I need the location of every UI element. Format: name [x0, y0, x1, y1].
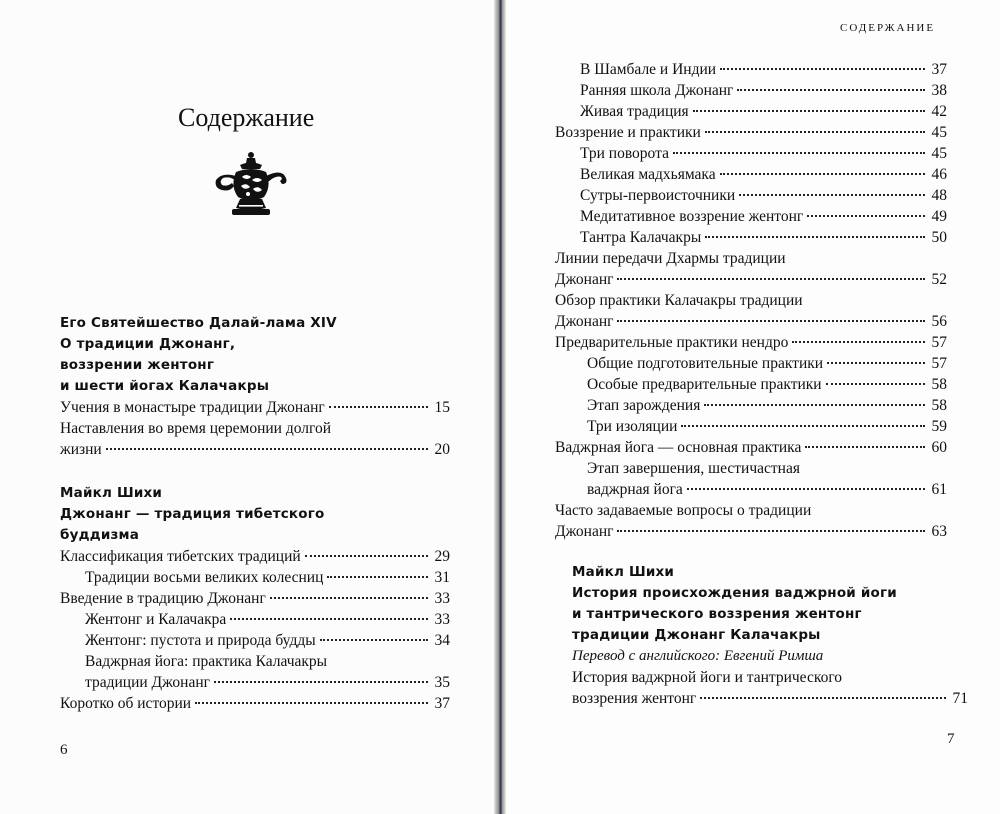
toc-entry-title: Жентонг: пустота и природа будды	[85, 632, 316, 649]
toc-entry[interactable]	[60, 630, 450, 651]
toc-entry[interactable]	[555, 395, 947, 416]
toc-entry-title: Введение в традицию Джонанг	[60, 590, 266, 607]
dot-leader	[827, 362, 925, 364]
toc-entry-page: 56	[931, 313, 947, 330]
toc-entry-title: Сутры-первоисточники	[580, 187, 736, 204]
toc-entry-title: Жентонг и Калачакра	[85, 611, 227, 628]
toc-entry[interactable]	[555, 185, 947, 206]
dot-leader	[704, 404, 925, 406]
toc-entry-page: 58	[931, 376, 947, 393]
toc-entry-title: Живая традиция	[580, 103, 689, 120]
dot-leader	[826, 383, 925, 385]
dot-leader	[673, 152, 925, 154]
book-gutter	[494, 0, 506, 814]
toc-entry-page: 57	[931, 334, 947, 351]
section-heading-line: воззрении жентонг	[60, 357, 215, 373]
toc-entry-page: 52	[931, 271, 947, 288]
toc-entry[interactable]	[555, 500, 947, 542]
toc-entry-page: 33	[434, 611, 450, 628]
dot-leader	[106, 448, 428, 450]
dot-leader	[305, 555, 428, 557]
translator-credit: Перевод с английского: Евгений Римша	[572, 648, 824, 664]
toc-entry[interactable]	[60, 397, 450, 418]
toc-entry[interactable]	[60, 546, 450, 567]
dot-leader	[681, 425, 925, 427]
dot-leader	[737, 89, 925, 91]
toc-entry-title: Традиции восьми великих колесниц	[85, 569, 324, 586]
running-header: СОДЕРЖАНИЕ	[840, 22, 936, 34]
toc-entry[interactable]	[555, 248, 947, 290]
toc-entry[interactable]	[555, 143, 947, 164]
toc-entry[interactable]	[555, 353, 947, 374]
toc-entry-title: Особые предварительные практики	[587, 376, 822, 393]
toc-entry[interactable]	[555, 458, 947, 500]
toc-entry-title: Обзор практики Калачакры традиции	[555, 292, 803, 309]
toc-entry-page: 31	[434, 569, 450, 586]
toc-entry-title: Этап зарождения	[587, 397, 701, 414]
toc-entry-page: 29	[434, 548, 450, 565]
toc-entry[interactable]	[572, 667, 968, 709]
page-number-left: 6	[60, 742, 68, 758]
dot-leader	[195, 702, 428, 704]
toc-entry[interactable]	[555, 101, 947, 122]
toc-entry-page: 35	[434, 674, 450, 691]
section-heading-line: Джонанг — традиция тибетского	[60, 506, 325, 522]
toc-entry[interactable]	[555, 332, 947, 353]
toc-entry-page: 58	[931, 397, 947, 414]
toc-entry-page: 60	[931, 439, 947, 456]
toc-entry-title-continued: ваджрная йога	[587, 481, 683, 498]
toc-entry-title: Предварительные практики нендро	[555, 334, 789, 351]
dot-leader	[214, 681, 428, 683]
dot-leader	[687, 488, 925, 490]
toc-entry-title: Ваджрная йога: практика Калачакры	[85, 653, 328, 670]
toc-section-sheehy-history	[572, 562, 968, 709]
dot-leader	[693, 110, 925, 112]
toc-entry-page: 37	[434, 695, 450, 712]
toc-entry-page: 20	[434, 441, 450, 458]
dot-leader	[805, 446, 925, 448]
dot-leader	[720, 68, 925, 70]
toc-entry-page: 71	[952, 690, 968, 707]
toc-entry-page: 46	[931, 166, 947, 183]
dot-leader	[792, 341, 925, 343]
toc-entry-page: 38	[931, 82, 947, 99]
section-author: Его Святейшество Далай-лама XIV	[60, 315, 337, 331]
toc-entry[interactable]	[555, 227, 947, 248]
toc-entry[interactable]	[555, 416, 947, 437]
toc-entry-page: 42	[931, 103, 947, 120]
toc-entry-title: Этап завершения, шестичастная	[587, 460, 800, 477]
toc-entry-page: 59	[931, 418, 947, 435]
toc-entry-page: 61	[931, 481, 947, 498]
toc-entry-title: Общие подготовительные практики	[587, 355, 824, 372]
dot-leader	[617, 530, 925, 532]
toc-entry[interactable]	[555, 164, 947, 185]
toc-entry-page: 45	[931, 124, 947, 141]
toc-entry-page: 48	[931, 187, 947, 204]
toc-entry-page: 15	[434, 399, 450, 416]
toc-entry[interactable]	[555, 59, 947, 80]
toc-entry[interactable]	[60, 418, 450, 460]
toc-entry[interactable]	[60, 588, 450, 609]
toc-section-continued	[555, 59, 947, 542]
toc-entry[interactable]	[60, 693, 450, 714]
dot-leader	[739, 194, 925, 196]
dot-leader	[720, 173, 925, 175]
toc-entry-page: 34	[434, 632, 450, 649]
toc-entry-title: Медитативное воззрение жентонг	[580, 208, 804, 225]
dot-leader	[230, 618, 428, 620]
toc-entry-title: Часто задаваемые вопросы о традиции	[555, 502, 812, 519]
toc-section-sheehy	[60, 483, 450, 714]
toc-entry[interactable]	[555, 80, 947, 101]
page-number-right: 7	[947, 731, 955, 747]
toc-entry[interactable]	[60, 651, 450, 693]
toc-entry-title: Линии передачи Дхармы традиции	[555, 250, 786, 267]
section-author: Майкл Шихи	[572, 564, 675, 580]
toc-entry[interactable]	[555, 290, 947, 332]
dot-leader	[329, 406, 428, 408]
toc-entry-title: Ранняя школа Джонанг	[580, 82, 734, 99]
toc-entry-title: Учения в монастыре традиции Джонанг	[60, 399, 325, 416]
section-heading-line: История происхождения ваджрной йоги	[572, 585, 897, 601]
toc-section-dalai-lama	[60, 313, 450, 460]
toc-entry-title-continued: традиции Джонанг	[85, 674, 211, 691]
section-heading-line: и шести йогах Калачакры	[60, 378, 270, 394]
toc-entry-title-continued: Джонанг	[555, 313, 614, 330]
toc-entry-title-continued: Джонанг	[555, 523, 614, 540]
dot-leader	[700, 697, 946, 699]
toc-entry-page: 50	[931, 229, 947, 246]
toc-entry-page: 49	[931, 208, 947, 225]
dot-leader	[617, 278, 925, 280]
section-heading-line: О традиции Джонанг,	[60, 336, 236, 352]
dot-leader	[705, 236, 925, 238]
page-title: Содержание	[178, 103, 315, 132]
dot-leader	[327, 576, 428, 578]
toc-entry-page: 57	[931, 355, 947, 372]
toc-entry-title: Великая мадхьямака	[580, 166, 716, 183]
section-heading-line: традиции Джонанг Калачакры	[572, 627, 821, 643]
toc-entry-title: Наставления во время церемонии долгой	[60, 420, 332, 437]
toc-entry-title: Тантра Калачакры	[580, 229, 702, 246]
toc-entry[interactable]	[555, 374, 947, 395]
toc-entry-title: Коротко об истории	[60, 695, 192, 712]
toc-entry-page: 63	[931, 523, 947, 540]
dot-leader	[705, 131, 925, 133]
toc-entry[interactable]	[555, 437, 947, 458]
dot-leader	[807, 215, 925, 217]
toc-entry-title: Три изоляции	[587, 418, 678, 435]
toc-entry-title-continued: жизни	[60, 441, 102, 458]
toc-entry[interactable]	[60, 567, 450, 588]
section-heading-line: буддизма	[60, 527, 140, 543]
vase-ornament-icon	[212, 150, 290, 218]
toc-entry-page: 45	[931, 145, 947, 162]
toc-entry-page: 37	[931, 61, 947, 78]
section-author: Майкл Шихи	[60, 485, 163, 501]
toc-entry-title: Воззрение и практики	[555, 124, 701, 141]
dot-leader	[617, 320, 925, 322]
dot-leader	[320, 639, 428, 641]
toc-entry[interactable]	[555, 122, 947, 143]
toc-entry-title-continued: Джонанг	[555, 271, 614, 288]
section-heading-line: и тантрического воззрения жентонг	[572, 606, 862, 622]
toc-entry-title: Классификация тибетских традиций	[60, 548, 301, 565]
toc-entry-title: Ваджрная йога — основная практика	[555, 439, 802, 456]
toc-entry-title: История ваджрной йоги и тантрического	[572, 669, 843, 686]
toc-entry-title-continued: воззрения жентонг	[572, 690, 697, 707]
toc-entry[interactable]	[60, 609, 450, 630]
toc-entry-title: Три поворота	[580, 145, 669, 162]
dot-leader	[270, 597, 428, 599]
toc-entry[interactable]	[555, 206, 947, 227]
toc-entry-title: В Шамбале и Индии	[580, 61, 717, 78]
toc-entry-page: 33	[434, 590, 450, 607]
